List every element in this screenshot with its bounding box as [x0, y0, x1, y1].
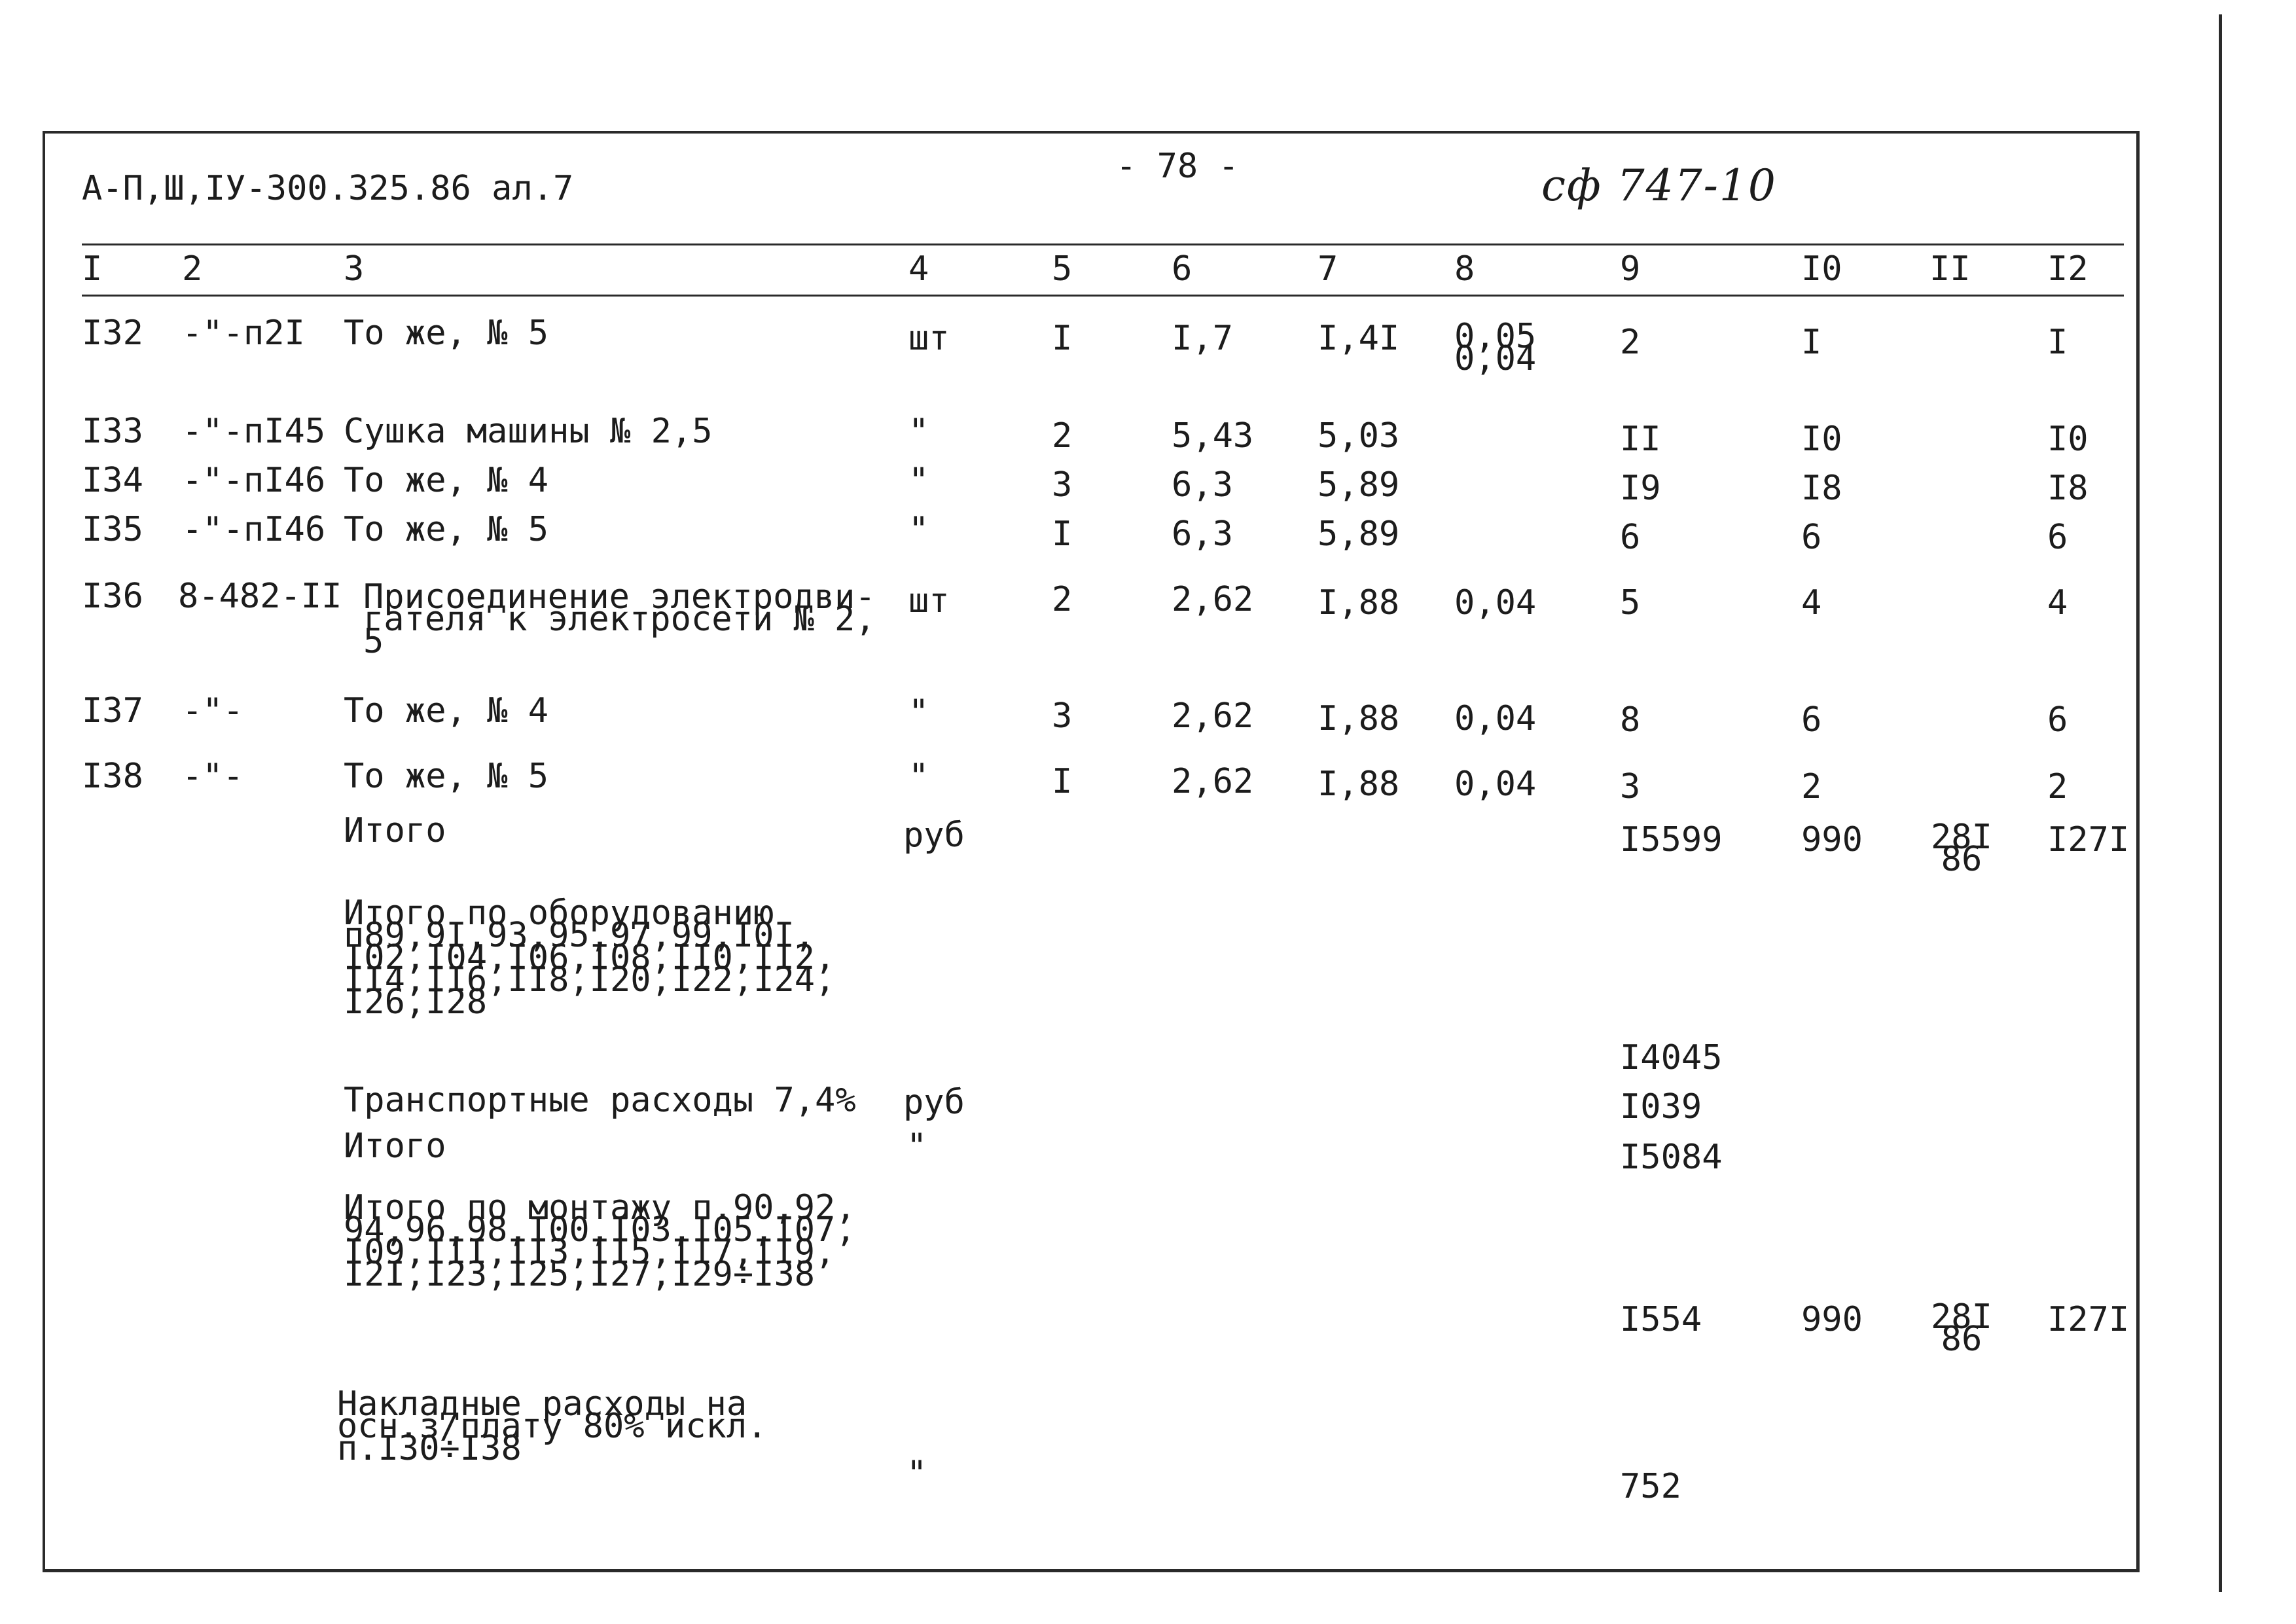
cell-col9: 2	[1620, 323, 1641, 362]
col-header-4: 4	[908, 249, 929, 289]
cell-num: I32	[82, 314, 143, 353]
cell-col7: I,88	[1318, 583, 1400, 623]
cell-qty: 2	[1052, 580, 1073, 619]
cell-col8: 0,04	[1454, 699, 1537, 738]
cell-col6: 2,62	[1172, 696, 1254, 736]
summary-col12: I27I	[2047, 1300, 2130, 1339]
cell-col9: 8	[1620, 700, 1641, 740]
cell-num: I38	[82, 757, 143, 796]
summary-label: Итого	[344, 1127, 446, 1166]
handwritten-note: сф 747-10	[1541, 160, 1777, 211]
summary-unit: руб	[903, 1083, 965, 1122]
cell-qty: 3	[1052, 465, 1073, 505]
col-header-6: 6	[1172, 249, 1193, 289]
summary-col9: I039	[1620, 1087, 1702, 1127]
cell-col8: 0,05 0,04	[1454, 317, 1537, 378]
cell-col12: 4	[2047, 583, 2068, 623]
cell-name: То же, № 4	[344, 461, 549, 500]
cell-col12: 6	[2047, 518, 2068, 557]
cell-col12: 6	[2047, 700, 2068, 740]
cell-code: -"-п2I	[182, 314, 305, 353]
cell-col10: 4	[1801, 583, 1822, 623]
cell-num: I36	[82, 577, 143, 616]
summary-label: Накладные расходы на осн.з/плату 80% искл. п.I30÷I38	[337, 1384, 768, 1468]
cell-col10: 6	[1801, 518, 1822, 557]
cell-col10: 2	[1801, 767, 1822, 806]
cell-col12: I	[2047, 323, 2068, 362]
cell-col6: 2,62	[1172, 762, 1254, 801]
cell-unit: "	[908, 461, 929, 500]
summary-label: Транспортные расходы 7,4%	[344, 1081, 856, 1120]
cell-unit: шт	[908, 581, 950, 621]
summary-col9: I5084	[1620, 1138, 1723, 1177]
summary-col9: I4045	[1620, 1038, 1723, 1077]
cell-col6: I,7	[1172, 319, 1233, 358]
cell-col9: I9	[1620, 469, 1661, 508]
cell-col7: I,4I	[1318, 319, 1400, 358]
cell-col7: 5,89	[1318, 465, 1400, 505]
summary-unit: "	[906, 1127, 927, 1166]
summary-col9: I5599	[1620, 820, 1723, 859]
cell-col7: 5,03	[1318, 416, 1400, 456]
col-header-10: I0	[1801, 249, 1842, 289]
cell-col10: I8	[1801, 469, 1842, 508]
cell-num: I33	[82, 412, 143, 451]
summary-col9: 752	[1620, 1467, 1681, 1506]
summary-col9: I554	[1620, 1300, 1702, 1339]
cell-name: Сушка машины № 2,5	[344, 412, 713, 451]
header-rule-bottom	[82, 295, 2124, 297]
cell-name: То же, № 5	[344, 314, 549, 353]
cell-col10: I0	[1801, 420, 1842, 459]
summary-col11: 28I 86	[1931, 1297, 1992, 1359]
cell-num: I37	[82, 691, 143, 731]
col-header-11: II	[1929, 249, 1971, 289]
cell-qty: I	[1052, 762, 1073, 801]
cell-col6: 2,62	[1172, 580, 1254, 619]
cell-col12: I8	[2047, 469, 2089, 508]
col-header-7: 7	[1318, 249, 1338, 289]
cell-col10: 6	[1801, 700, 1822, 740]
cell-code: 8-482-II	[178, 577, 342, 616]
cell-name: То же, № 5	[344, 757, 549, 796]
cell-unit: "	[908, 412, 929, 451]
document-code: А-П,Ш,IУ-300.325.86 ал.7	[82, 169, 574, 208]
col-header-2: 2	[182, 249, 203, 289]
cell-name: Присоединение электродви- гателя к электросети № 2, 5	[363, 577, 876, 661]
cell-name: То же, № 5	[344, 510, 549, 549]
summary-label: Итого	[344, 811, 446, 850]
cell-col9: 3	[1620, 767, 1641, 806]
cell-code: -"-пI46	[182, 510, 326, 549]
cell-col8: 0,04	[1454, 583, 1537, 623]
cell-num: I34	[82, 461, 143, 500]
cell-col9: II	[1620, 420, 1661, 459]
cell-unit: "	[908, 693, 929, 732]
summary-col10: 990	[1801, 820, 1863, 859]
cell-code: -"-пI45	[182, 412, 326, 451]
cell-col7: 5,89	[1318, 514, 1400, 554]
cell-col9: 6	[1620, 518, 1641, 557]
summary-unit: руб	[903, 816, 965, 855]
cell-qty: 2	[1052, 416, 1073, 456]
cell-col10: I	[1801, 323, 1822, 362]
cell-num: I35	[82, 510, 143, 549]
summary-col11: 28I 86	[1931, 818, 1992, 879]
summary-unit: "	[906, 1454, 927, 1493]
col-header-8: 8	[1454, 249, 1475, 289]
cell-col9: 5	[1620, 583, 1641, 623]
cell-col7: I,88	[1318, 765, 1400, 804]
right-margin-line	[2219, 14, 2222, 1592]
cell-col6: 5,43	[1172, 416, 1254, 456]
col-header-12: I2	[2047, 249, 2089, 289]
col-header-5: 5	[1052, 249, 1073, 289]
summary-label: Итого по монтажу п.90,92, 94,96,98,I00,I03,I05,I07, I09,III,II3,II5,II7,II9, I2I,I23,I25,I27,I29÷I38	[344, 1188, 856, 1294]
page-number: - 78 -	[1116, 147, 1239, 186]
cell-col12: I0	[2047, 420, 2089, 459]
cell-unit: шт	[908, 319, 950, 358]
cell-code: -"-	[182, 757, 243, 796]
summary-col12: I27I	[2047, 820, 2130, 859]
summary-col10: 990	[1801, 1300, 1863, 1339]
cell-unit: "	[908, 510, 929, 549]
cell-qty: I	[1052, 514, 1073, 554]
cell-col8: 0,04	[1454, 765, 1537, 804]
cell-qty: 3	[1052, 696, 1073, 736]
cell-col6: 6,3	[1172, 465, 1233, 505]
cell-code: -"-пI46	[182, 461, 326, 500]
col-header-1: I	[82, 249, 103, 289]
summary-label: Итого по оборудованию п89,9I,93,95,97,99,I0I, I02,I04,I06,I08,II0,II2, II4,II6,II8,I20,I22,I24, I26,I28	[344, 893, 836, 1022]
cell-qty: I	[1052, 319, 1073, 358]
cell-col12: 2	[2047, 767, 2068, 806]
cell-col6: 6,3	[1172, 514, 1233, 554]
header-rule-top	[82, 244, 2124, 245]
col-header-9: 9	[1620, 249, 1641, 289]
cell-unit: "	[908, 757, 929, 796]
cell-code: -"-	[182, 691, 243, 731]
col-header-3: 3	[344, 249, 365, 289]
cell-name: То же, № 4	[344, 691, 549, 731]
cell-col7: I,88	[1318, 699, 1400, 738]
